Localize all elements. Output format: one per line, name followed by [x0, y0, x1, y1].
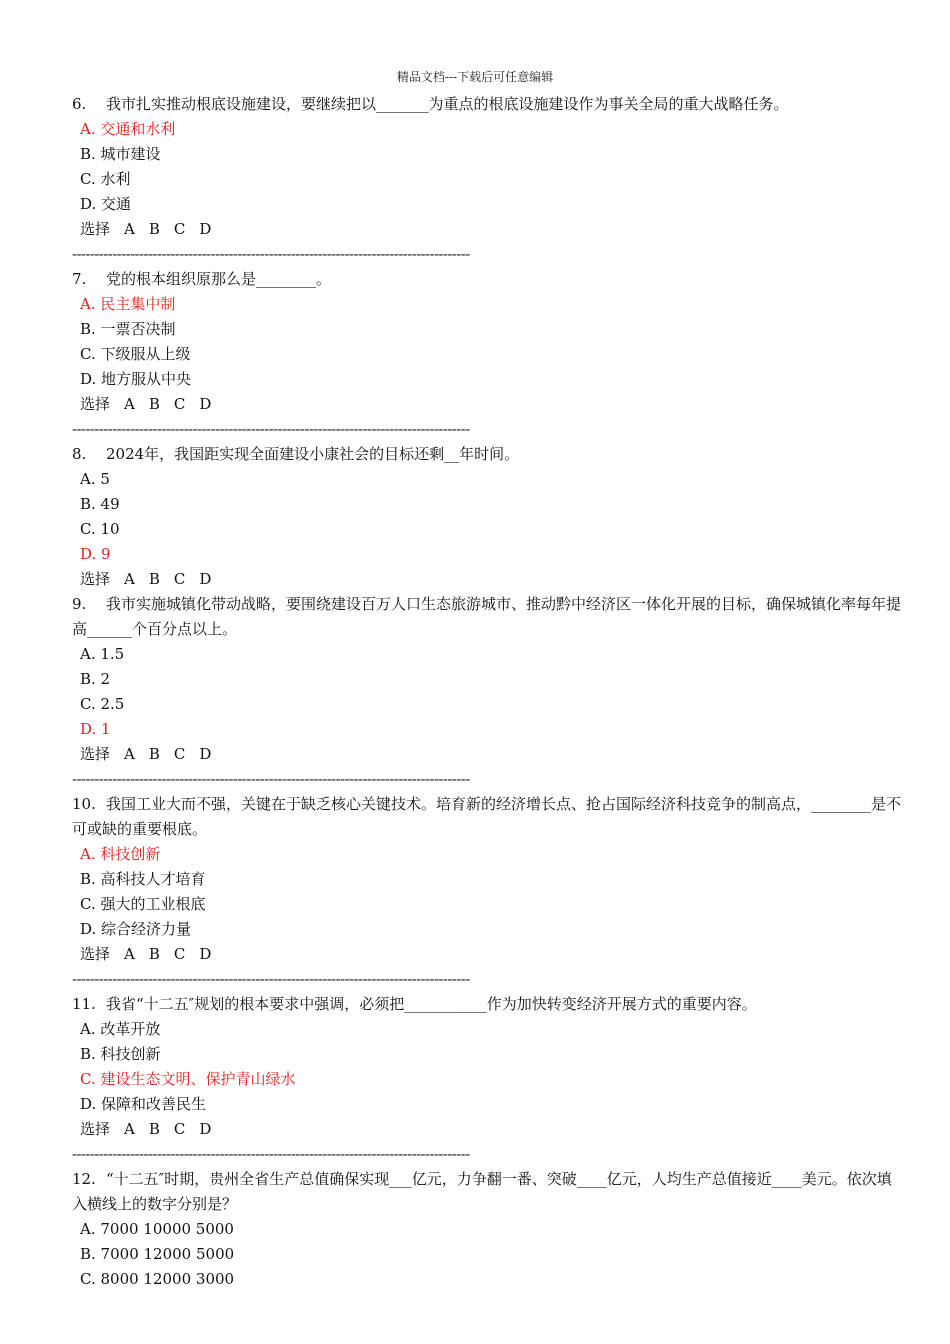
- correct-option: A. 交通和水利: [80, 120, 176, 138]
- question-text: [72, 442, 902, 467]
- choose-letter[interactable]: A: [124, 395, 135, 413]
- question-number: 6.: [72, 95, 87, 113]
- option: A. 改革开放: [80, 1020, 161, 1038]
- choose-letter[interactable]: B: [148, 220, 160, 238]
- option: D. 保障和改善民生: [80, 1095, 207, 1113]
- option: D. 地方服从中央: [80, 370, 192, 388]
- choose-letter[interactable]: A: [124, 1120, 135, 1138]
- separator-line: -----------------------------------------------------------------------------------------: [72, 770, 470, 788]
- option: C. 8000 12000 3000: [80, 1270, 235, 1288]
- choose-label: 选择: [80, 745, 111, 763]
- choose-label: 选择: [80, 570, 111, 588]
- question-number: 9.: [72, 595, 87, 613]
- correct-option: D. 1: [80, 720, 111, 738]
- question-stem: 我国工业大而不强，关键在于缺乏核心关键技术。培育新的经济增长点、抢占国际经济科技竞争的制高点，________是不可或缺的重要根底。: [72, 795, 902, 838]
- question-block: [72, 1167, 902, 1292]
- option: A. 7000 10000 5000: [80, 1220, 234, 1238]
- option: C. 10: [80, 520, 120, 538]
- choose-letter[interactable]: A: [124, 220, 135, 238]
- choose-label: 选择: [80, 1120, 111, 1138]
- option: B. 7000 12000 5000: [80, 1245, 235, 1263]
- correct-option: C. 建设生态文明、保护青山绿水: [80, 1070, 296, 1088]
- option: D. 综合经济力量: [80, 920, 192, 938]
- choose-row: [72, 217, 902, 242]
- choose-letter[interactable]: B: [148, 1120, 160, 1138]
- separator-line: -----------------------------------------------------------------------------------------: [72, 245, 470, 263]
- option: C. 强大的工业根底: [80, 895, 206, 913]
- question-block: [72, 592, 902, 792]
- option: C. 水利: [80, 170, 131, 188]
- option: B. 高科技人才培育: [80, 870, 206, 888]
- choose-row: [72, 942, 902, 967]
- choose-letter[interactable]: B: [148, 945, 160, 963]
- question-text: [72, 792, 902, 842]
- question-number: 7.: [72, 270, 87, 288]
- question-stem: 2024年，我国距实现全面建设小康社会的目标还剩__年时间。: [106, 445, 520, 463]
- option: C. 2.5: [80, 695, 125, 713]
- choose-row: [72, 1117, 902, 1142]
- choose-letter[interactable]: C: [173, 570, 186, 588]
- choose-label: 选择: [80, 945, 111, 963]
- choose-letter[interactable]: D: [199, 395, 212, 413]
- question-text: [72, 92, 902, 117]
- option: A. 1.5: [80, 645, 125, 663]
- question-block: [72, 442, 902, 592]
- option: B. 49: [80, 495, 120, 513]
- choose-letter[interactable]: A: [124, 570, 135, 588]
- choose-letter[interactable]: A: [124, 945, 135, 963]
- question-block: [72, 792, 902, 992]
- choose-row: [72, 567, 902, 592]
- choose-letter[interactable]: B: [148, 570, 160, 588]
- question-stem: 我省“十二五″规划的根本要求中强调，必须把___________作为加快转变经济开展方式的重要内容。: [106, 995, 757, 1013]
- choose-row: [72, 742, 902, 767]
- choose-letter[interactable]: C: [173, 945, 186, 963]
- correct-option: A. 民主集中制: [80, 295, 176, 313]
- choose-row: [72, 392, 902, 417]
- question-block: [72, 267, 902, 442]
- correct-option: A. 科技创新: [80, 845, 161, 863]
- question-text: [72, 1167, 902, 1217]
- question-number: 8.: [72, 445, 87, 463]
- choose-letter[interactable]: A: [124, 745, 135, 763]
- question-number: 11.: [72, 995, 96, 1013]
- separator-line: -----------------------------------------------------------------------------------------: [72, 420, 470, 438]
- question-text: [72, 592, 902, 642]
- question-block: [72, 992, 902, 1167]
- question-stem: 我市扎实推动根底设施建设，要继续把以_______为重点的根底设施建设作为事关全局的重大战略任务。: [106, 95, 789, 113]
- option: B. 科技创新: [80, 1045, 161, 1063]
- choose-label: 选择: [80, 395, 111, 413]
- choose-letter[interactable]: D: [199, 570, 212, 588]
- option: D. 交通: [80, 195, 132, 213]
- choose-letter[interactable]: C: [173, 1120, 186, 1138]
- choose-letter[interactable]: D: [199, 945, 212, 963]
- option: B. 城市建设: [80, 145, 161, 163]
- question-text: [72, 267, 902, 292]
- question-stem: 我市实施城镇化带动战略，要围绕建设百万人口生态旅游城市、推动黔中经济区一体化开展的目标，确保城镇化率每年提高______个百分点以上。: [72, 595, 902, 638]
- choose-letter[interactable]: C: [173, 220, 186, 238]
- question-text: [72, 992, 902, 1017]
- question-block: [72, 92, 902, 267]
- quiz-content: [72, 92, 902, 1292]
- question-stem: “十二五″时期，贵州全省生产总值确保实现___亿元，力争翻一番、突破____亿元，人均生产总值接近____美元。依次填入横线上的数字分别是？: [72, 1170, 892, 1213]
- option: C. 下级服从上级: [80, 345, 191, 363]
- choose-letter[interactable]: C: [173, 395, 186, 413]
- choose-letter[interactable]: C: [173, 745, 186, 763]
- option: B. 2: [80, 670, 111, 688]
- option: A. 5: [80, 470, 110, 488]
- question-number: 10.: [72, 795, 96, 813]
- choose-letter[interactable]: B: [148, 745, 160, 763]
- separator-line: -----------------------------------------------------------------------------------------: [72, 970, 470, 988]
- choose-label: 选择: [80, 220, 111, 238]
- choose-letter[interactable]: D: [199, 220, 212, 238]
- correct-option: D. 9: [80, 545, 111, 563]
- separator-line: -----------------------------------------------------------------------------------------: [72, 1145, 470, 1163]
- choose-letter[interactable]: B: [148, 395, 160, 413]
- option: B. 一票否决制: [80, 320, 176, 338]
- choose-letter[interactable]: D: [199, 745, 212, 763]
- choose-letter[interactable]: D: [199, 1120, 212, 1138]
- question-stem: 党的根本组织原那么是________。: [106, 270, 332, 288]
- page-header: 精品文档---下载后可任意编辑: [396, 70, 554, 84]
- question-number: 12.: [72, 1170, 96, 1188]
